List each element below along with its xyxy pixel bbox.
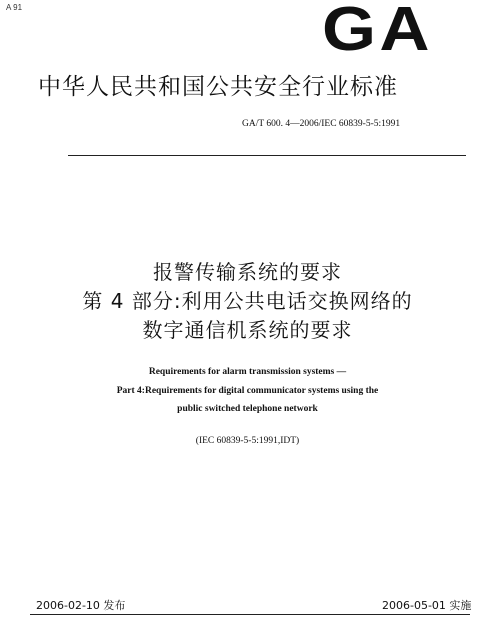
header-divider xyxy=(68,155,466,156)
english-title-line-2: Part 4:Requirements for digital communicator systems using the xyxy=(116,386,379,396)
issue-date: 2006-02-10 发布 xyxy=(36,599,126,612)
footer-divider xyxy=(30,614,470,615)
english-title-line-1: Requirements for alarm transmission systems — xyxy=(148,367,347,377)
implementation-date: 2006-05-01 实施 xyxy=(382,599,472,612)
ga-logo: GA xyxy=(322,0,433,64)
english-title-line-3: public switched telephone network xyxy=(177,404,318,414)
chinese-title-line-2: 第 4 部分:利用公共电话交换网络的 xyxy=(82,289,413,313)
standard-category-title: 中华人民共和国公共安全行业标准 xyxy=(38,74,398,100)
chinese-title-line-3: 数字通信机系统的要求 xyxy=(142,318,353,342)
classification-code: A 91 xyxy=(6,3,23,12)
equivalence-note: (IEC 60839-5-5:1991,IDT) xyxy=(195,436,300,446)
chinese-title-line-1: 报警传输系统的要求 xyxy=(153,260,342,284)
standard-number: GA/T 600. 4—2006/IEC 60839-5-5:1991 xyxy=(242,119,401,129)
